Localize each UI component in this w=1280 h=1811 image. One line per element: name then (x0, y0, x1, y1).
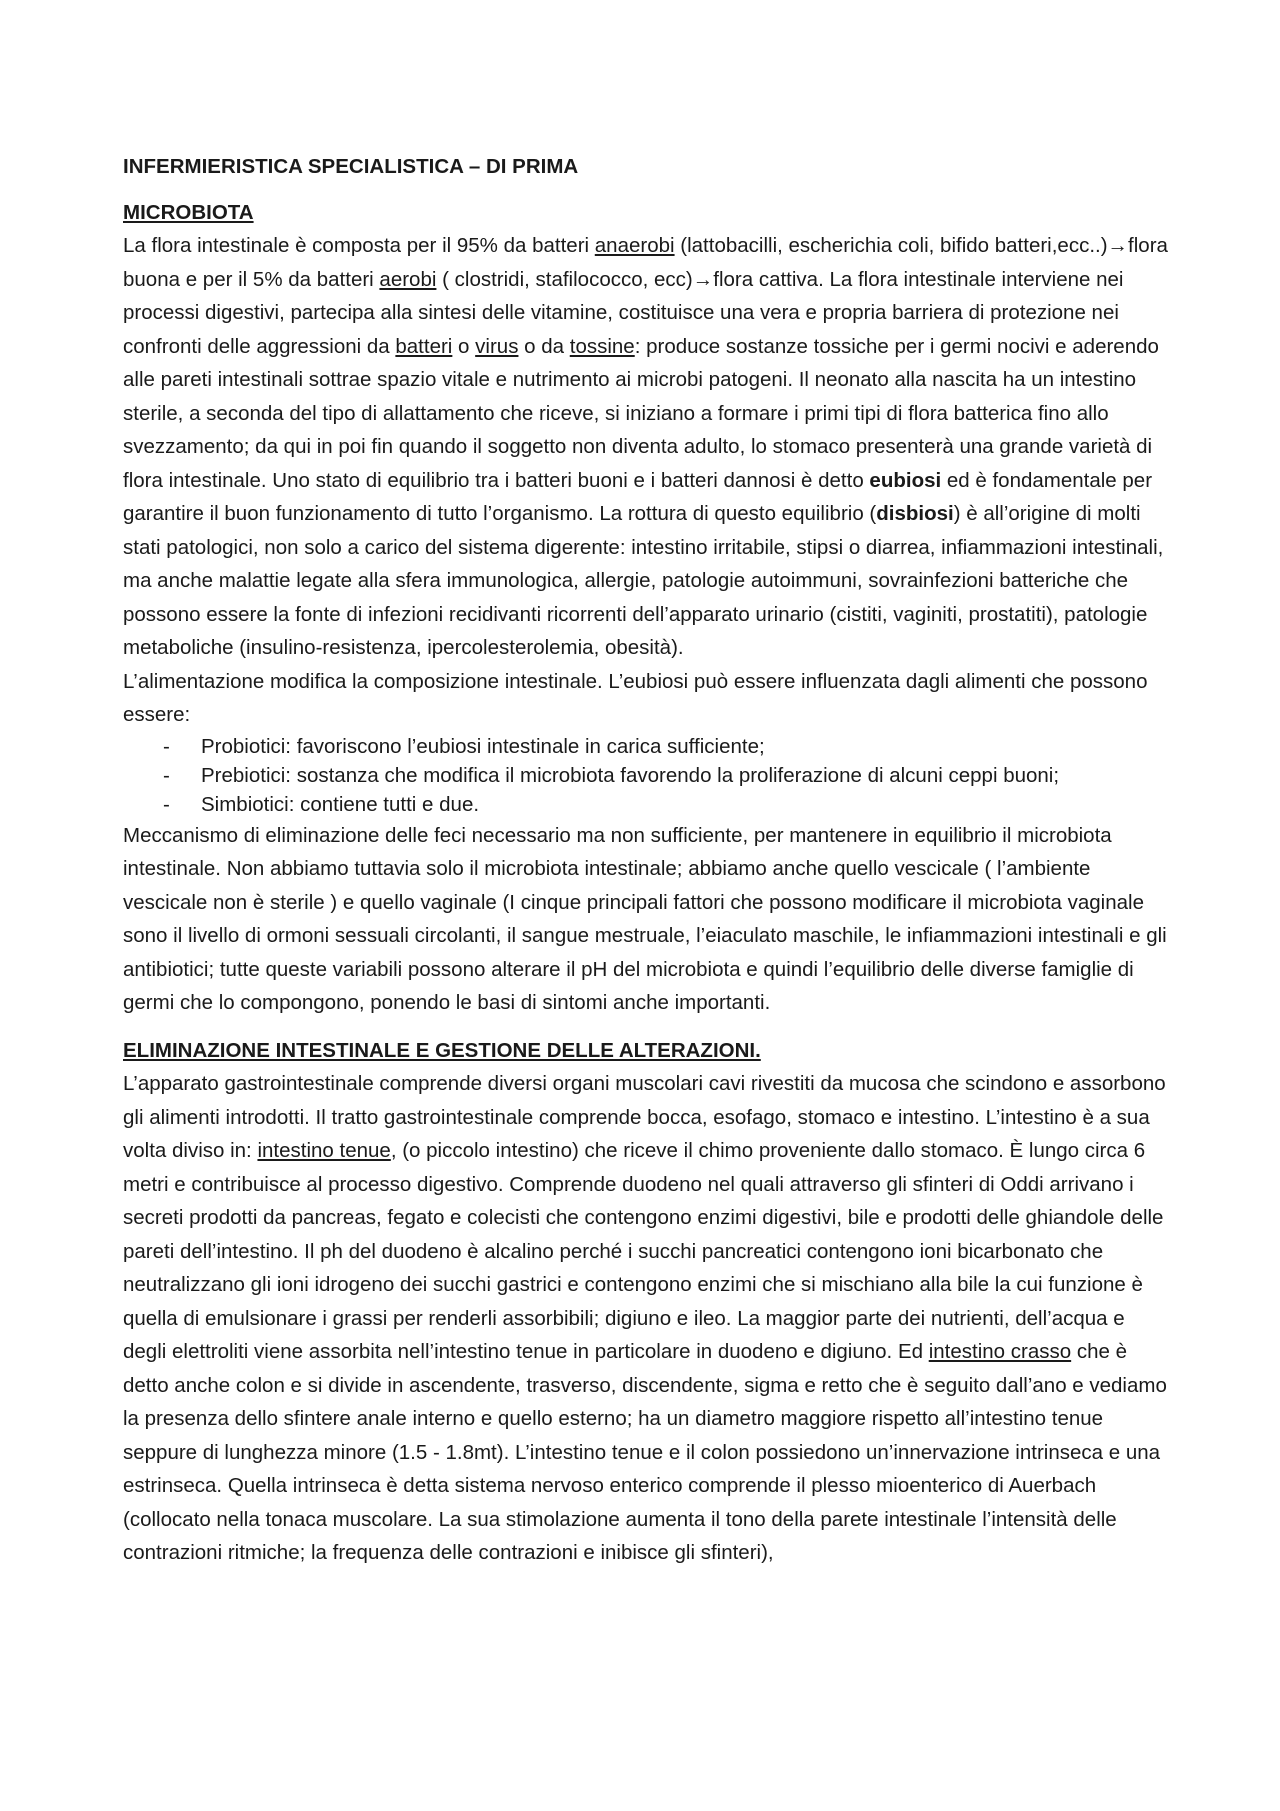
arrow-right-icon: → (692, 267, 714, 291)
paragraph-apparato: L’apparato gastrointestinale comprende diversi organi muscolari cavi rivestiti da mucosa che scindono e assorbono gli alimenti introdotti. Il tratto gastrointestinale comprende bocca, esofago, stomaco e intestino. L’intestino è a sua volta diviso in: intestino tenue, (o piccolo intestino) che riceve il chimo proveniente dallo stomaco. È lungo circa 6 metri e contribuisce al processo digestivo. Comprende duodeno nel quali attraverso gli sfinteri di Oddi arrivano i secreti prodotti da pancreas, fegato e colecisti che contengono enzimi digestivi, bile e prodotti delle ghiandole delle pareti dell’intestino. Il ph del duodeno è alcalino perché i succhi pancreatici contengono ioni bicarbonato che neutralizzano gli ioni idrogeno dei succhi gastrici e contengono enzimi che si mischiano alla bile la cui funzione è quella di emulsionare i grassi per renderli assorbibili; digiuno e ileo. La maggior parte dei nutrienti, dell’acqua e degli elettroliti viene assorbita nell’intestino tenue in particolare in duodeno e digiuno. Ed intestino crasso che è detto anche colon e si divide in ascendente, trasverso, discendente, sigma e retto che è seguito dall’ano e vediamo la presenza dello sfintere anale interno e quello esterno; ha un diametro maggiore rispetto all’intestino tenue seppure di lunghezza minore (1.5 - 1.8mt). L’intestino tenue e il colon possiedono un’innervazione intrinseca e una estrinseca. Quella intrinseca è detta sistema nervoso enterico comprende il plesso mioenterico di Auerbach (collocato nella tonaca muscolare. La sua stimolazione aumenta il tono della parete intestinale l’intensità delle contrazioni ritmiche; la frequenza delle contrazioni e inibisce gli sfinteri), (123, 1072, 1167, 1564)
document-title: INFERMIERISTICA SPECIALISTICA – DI PRIMA (123, 155, 579, 178)
term-anaerobi: anaerobi (594, 234, 675, 257)
paragraph-meccanismo: Meccanismo di eliminazione delle feci necessario ma non sufficiente, per mantenere in equilibrio il microbiota intestinale. Non abbiamo tuttavia solo il microbiota intestinale; abbiamo anche quello vescicale ( l’ambiente vescicale non è sterile ) e quello vaginale (I cinque principali fattori che possono modificare il microbiota vaginale sono il livello di ormoni sessuali circolanti, il sangue mestruale, l’eiaculato maschile, le infiammazioni intestinali e gli antibiotici; tutte queste variabili possono alterare il pH del microbiota e quindi l’equilibrio delle diverse famiglie di germi che lo compongono, ponendo le basi di sintomi anche importanti. (123, 823, 1167, 1014)
term-tossine: tossine (569, 334, 635, 358)
term-eubiosi: eubiosi (869, 468, 942, 492)
bullet-dash: - (163, 763, 170, 787)
term-intestino-tenue: intestino tenue (257, 1139, 391, 1162)
bullet-dash: - (163, 792, 170, 816)
bullet-dash: - (163, 734, 170, 758)
arrow-right-icon: → (1107, 234, 1129, 257)
term-batteri: batteri (395, 334, 453, 358)
paragraph-microbiota-intro: La flora intestinale è composta per il 95% da batteri anaerobi (lattobacilli, escherichia coli, bifido batteri,ecc..)→flora buona e per il 5% da batteri aerobi ( clostridi, stafilococco, ecc)→flora cattiva. La flora intestinale interviene nei processi digestivi, partecipa alla sintesi delle vitamine, costituisce una vera e propria barriera di protezione nei confronti delle aggressioni da batteri o virus o da tossine: produce sostanze tossiche per i germi nocivi e aderendo alle pareti intestinali sottrae spazio vitale e nutrimento ai microbi patogeni. Il neonato alla nascita ha un intestino sterile, a seconda del tipo di allattamento che riceve, si iniziano a formare i primi tipi di flora batterica fino allo svezzamento; da qui in poi fin quando il soggetto non diventa adulto, lo stomaco presenterà una grande varietà di flora intestinale. Uno stato di equilibrio tra i batteri buoni e i batteri dannosi è detto eubiosi ed è fondamentale per garantire il buon funzionamento di tutto l’organismo. La rottura di questo equilibrio (disbiosi) è all’origine di molti stati patologici, non solo a carico del sistema digerente: intestino irritabile, stipsi o diarrea, infiammazioni intestinali, ma anche malattie legate alla sfera immunologica, allergie, patologie autoimmuni, sovrainfezioni batteriche che possono essere la fonte di infezioni recidivanti ricorrenti dell’apparato urinario (cistiti, vaginiti, prostatiti), patologie metaboliche (insulino-resistenza, ipercolesterolemia, obesità). (123, 234, 1168, 659)
list-item: - Probiotici: favoriscono l’eubiosi intestinale in carica sufficiente; (123, 732, 1173, 761)
document-page (123, 150, 1173, 1570)
term-intestino-crasso: intestino crasso (928, 1340, 1072, 1363)
list-item: - Prebiotici: sostanza che modifica il microbiota favorendo la proliferazione di alcuni ceppi buoni; (123, 761, 1173, 790)
list-item: - Simbiotici: contiene tutti e due. (123, 790, 1173, 819)
term-virus: virus (475, 334, 519, 358)
term-disbiosi: disbiosi (876, 502, 954, 525)
paragraph-alimentazione: L’alimentazione modifica la composizione intestinale. L’eubiosi può essere influenzata dagli alimenti che possono essere: (123, 669, 1148, 726)
term-aerobi: aerobi (379, 267, 437, 291)
section-heading-eliminazione: ELIMINAZIONE INTESTINALE E GESTIONE DELLE ALTERAZIONI. (123, 1038, 761, 1062)
bullet-list (123, 732, 1173, 819)
section-heading-microbiota: MICROBIOTA (123, 200, 254, 224)
